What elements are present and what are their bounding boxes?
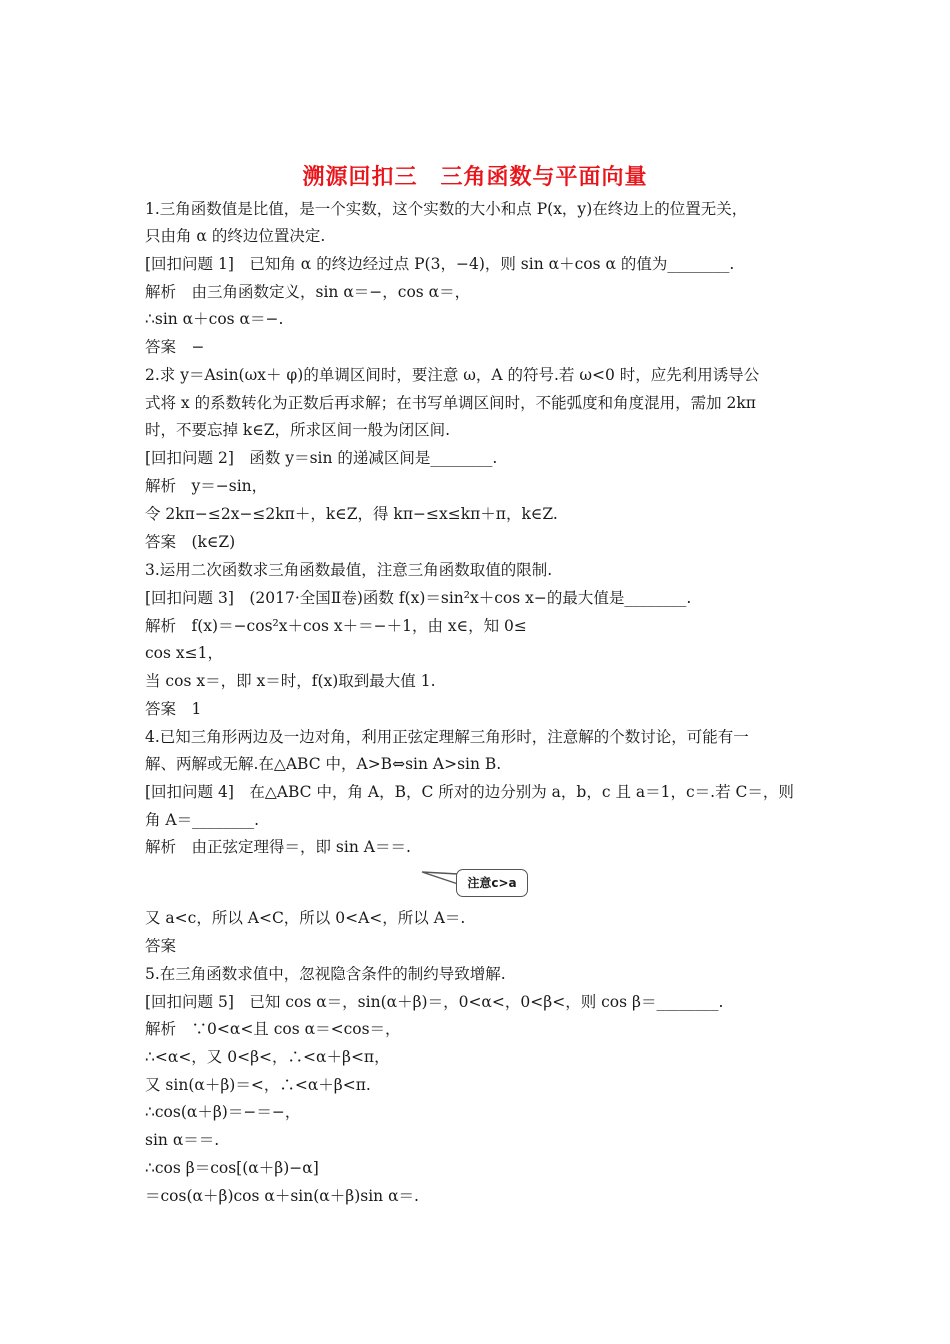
text-line: 时，不要忘掉 k∈Z，所求区间一般为闭区间. <box>145 421 450 439</box>
text-line: cos x≤1， <box>145 644 223 662</box>
text-line: 令 2kπ−≤2x−≤2kπ＋，k∈Z，得 kπ−≤x≤kπ＋π，k∈Z. <box>145 505 558 523</box>
text-line: [回扣问题 1] 已知角 α 的终边经过点 P(3，−4)，则 sin α＋cos α 的值为________. <box>145 255 735 273</box>
text-line: 解析 f(x)＝−cos²x＋cos x＋＝−＋1，由 x∈，知 0≤ <box>145 617 527 635</box>
text-line: [回扣问题 5] 已知 cos α＝，sin(α＋β)＝，0<α<，0<β<，则 cos β＝________. <box>145 993 724 1011</box>
text-line: [回扣问题 4] 在△ABC 中，角 A，B，C 所对的边分别为 a，b，c 且 a＝1，c＝.若 C＝，则 <box>145 783 794 801</box>
text-line: ∴sin α＋cos α＝−. <box>145 310 284 328</box>
text-line: 答案 (k∈Z) <box>145 533 236 551</box>
text-line: [回扣问题 3] (2017·全国Ⅱ卷)函数 f(x)＝sin²x＋cos x−的最大值是________. <box>145 589 692 607</box>
text-line: ∴cos β＝cos[(α＋β)−α] <box>145 1159 319 1177</box>
callout-pointer <box>420 868 460 890</box>
text-line: ∴<α<，又 0<β<，∴<α＋β<π， <box>145 1048 390 1066</box>
text-line: 又 a<c，所以 A<C，所以 0<A<，所以 A＝. <box>145 909 466 927</box>
text-line: 4.已知三角形两边及一边对角，利用正弦定理解三角形时，注意解的个数讨论，可能有一 <box>145 728 749 746</box>
page-title: 溯源回扣三 三角函数与平面向量 <box>302 165 648 190</box>
text-line: 2.求 y＝Asin(ωx＋ φ)的单调区间时，要注意 ω，A 的符号.若 ω<0 时，应先利用诱导公 <box>145 366 760 384</box>
text-line: 解析 由正弦定理得＝，即 sin A＝＝. <box>145 838 411 856</box>
text-line: 答案 − <box>145 338 205 356</box>
text-line: 式将 x 的系数转化为正数后再求解；在书写单调区间时，不能弧度和角度混用，需加 2kπ <box>145 394 756 412</box>
text-line: 3.运用二次函数求三角函数最值，注意三角函数取值的限制. <box>145 561 553 579</box>
text-line: [回扣问题 2] 函数 y＝sin 的递减区间是________. <box>145 449 498 467</box>
text-line: 答案 1 <box>145 700 202 718</box>
text-line: 1.三角函数值是比值，是一个实数，这个实数的大小和点 P(x，y)在终边上的位置无关， <box>145 200 748 218</box>
text-line: 答案 <box>145 937 177 955</box>
text-line: 解、两解或无解.在△ABC 中，A>B⇔sin A>sin B. <box>145 755 502 773</box>
text-line: 当 cos x＝，即 x＝时，f(x)取到最大值 1. <box>145 672 436 690</box>
text-line: ∴cos(α＋β)＝−＝−， <box>145 1103 301 1121</box>
text-line: 解析 y＝−sin， <box>145 477 268 495</box>
text-line: sin α＝＝. <box>145 1131 220 1149</box>
callout-note: 注意c>a <box>456 869 528 897</box>
text-line: 5.在三角函数求值中，忽视隐含条件的制约导致增解. <box>145 965 506 983</box>
text-line: 只由角 α 的终边位置决定. <box>145 227 326 245</box>
text-line: 又 sin(α＋β)＝<，∴<α＋β<π. <box>145 1076 371 1094</box>
text-line: 解析 ∵0<α<且 cos α＝<cos＝， <box>145 1020 401 1038</box>
text-line: 解析 由三角函数定义，sin α＝−，cos α＝， <box>145 283 471 301</box>
text-line: ＝cos(α＋β)cos α＋sin(α＋β)sin α＝. <box>145 1187 419 1205</box>
text-line: 角 A＝________. <box>145 811 260 829</box>
